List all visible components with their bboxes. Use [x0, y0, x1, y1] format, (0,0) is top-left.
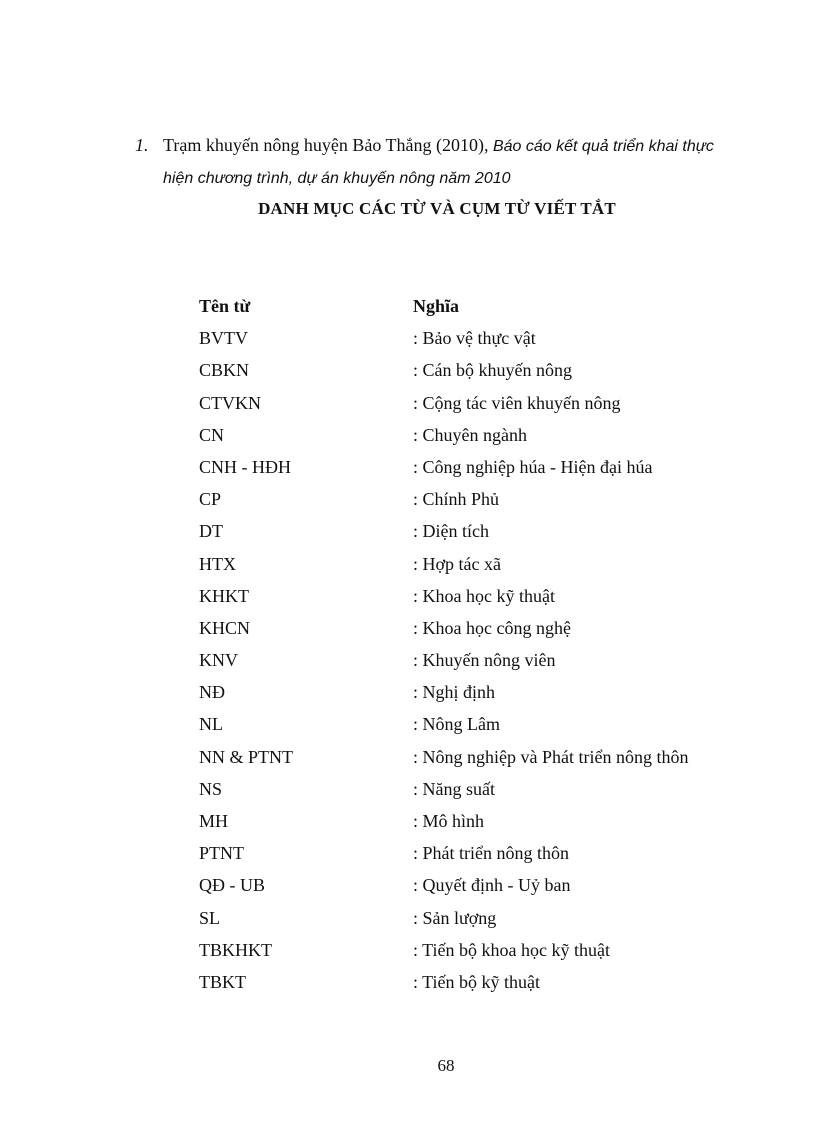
- abbreviation-meaning: : Sản lượng: [413, 907, 497, 928]
- abbreviation-term: QĐ - UB: [199, 875, 265, 896]
- page-number: 68: [437, 1056, 455, 1075]
- abbreviation-term: TBKHKT: [199, 939, 272, 960]
- abbreviation-term: KNV: [199, 650, 238, 671]
- header-meaning: Nghĩa: [413, 296, 460, 316]
- abbreviation-term: CBKN: [199, 360, 250, 381]
- abbreviation-term: KHKT: [199, 585, 249, 606]
- header-term: Tên từ: [199, 296, 251, 316]
- reference-number: 1.: [135, 135, 149, 155]
- abbreviation-term: NN & PTNT: [199, 746, 293, 767]
- abbreviation-meaning: : Phát triển nông thôn: [413, 843, 569, 864]
- abbreviation-meaning: : Khoa học kỹ thuật: [413, 585, 555, 606]
- abbreviation-meaning: : Công nghiệp húa - Hiện đại húa: [413, 456, 653, 477]
- abbreviation-meaning: : Chuyên ngành: [413, 424, 527, 445]
- abbreviation-meaning: : Quyết định - Uỷ ban: [413, 875, 571, 896]
- abbreviation-meaning: : Tiến bộ kỹ thuật: [413, 971, 541, 992]
- abbreviation-term: MH: [199, 811, 229, 831]
- reference-body: [163, 130, 745, 194]
- abbreviation-term: NS: [199, 778, 223, 799]
- abbreviation-term: BVTV: [199, 328, 248, 349]
- abbreviation-meaning: : Nghị định: [413, 682, 496, 703]
- abbreviation-term: KHCN: [199, 617, 251, 638]
- abbreviation-term: CP: [199, 489, 222, 510]
- abbreviation-term: TBKT: [199, 971, 246, 992]
- abbreviation-term: CN: [199, 424, 225, 445]
- abbreviation-term: SL: [199, 907, 221, 928]
- abbreviation-term: NĐ: [199, 682, 225, 703]
- page-heading: DANH MỤC CÁC TỪ VÀ CỤM TỪ VIẾT TẮT: [258, 199, 616, 218]
- reference-entry: [135, 130, 745, 194]
- abbreviation-meaning: : Cộng tác viên khuyến nông: [413, 392, 621, 413]
- abbreviation-term: DT: [199, 521, 223, 542]
- reference-text: Trạm khuyến nông huyện Bảo Thắng (2010),: [163, 135, 493, 155]
- abbreviation-meaning: : Tiến bộ khoa học kỹ thuật: [413, 939, 610, 960]
- abbreviation-meaning: : Khoa học công nghệ: [413, 617, 571, 638]
- abbreviation-meaning: : Diện tích: [413, 521, 489, 542]
- abbreviation-meaning: : Nông Lâm: [413, 714, 500, 735]
- abbreviation-meaning: : Mô hình: [413, 811, 485, 831]
- abbreviation-meaning: : Hợp tác xã: [413, 553, 501, 574]
- abbreviation-term: CTVKN: [199, 392, 261, 413]
- reference-title: Báo cáo kết quả triển khai thực hiện chương trình, dự án khuyến nông năm 2010: [163, 138, 714, 187]
- abbreviation-meaning: : Bảo vệ thực vật: [413, 328, 536, 349]
- abbreviation-meaning: : Năng suất: [413, 778, 495, 799]
- abbreviation-term: NL: [199, 714, 223, 735]
- abbreviation-term: HTX: [199, 553, 236, 574]
- abbreviation-meaning: : Khuyến nông viên: [413, 650, 556, 671]
- abbreviation-meaning: : Cán bộ khuyến nông: [413, 360, 572, 381]
- abbreviation-term: CNH - HĐH: [199, 456, 291, 477]
- abbreviation-term: PTNT: [199, 843, 244, 864]
- abbreviation-meaning: : Chính Phủ: [413, 489, 500, 510]
- abbreviation-meaning: : Nông nghiệp và Phát triển nông thôn: [413, 746, 689, 767]
